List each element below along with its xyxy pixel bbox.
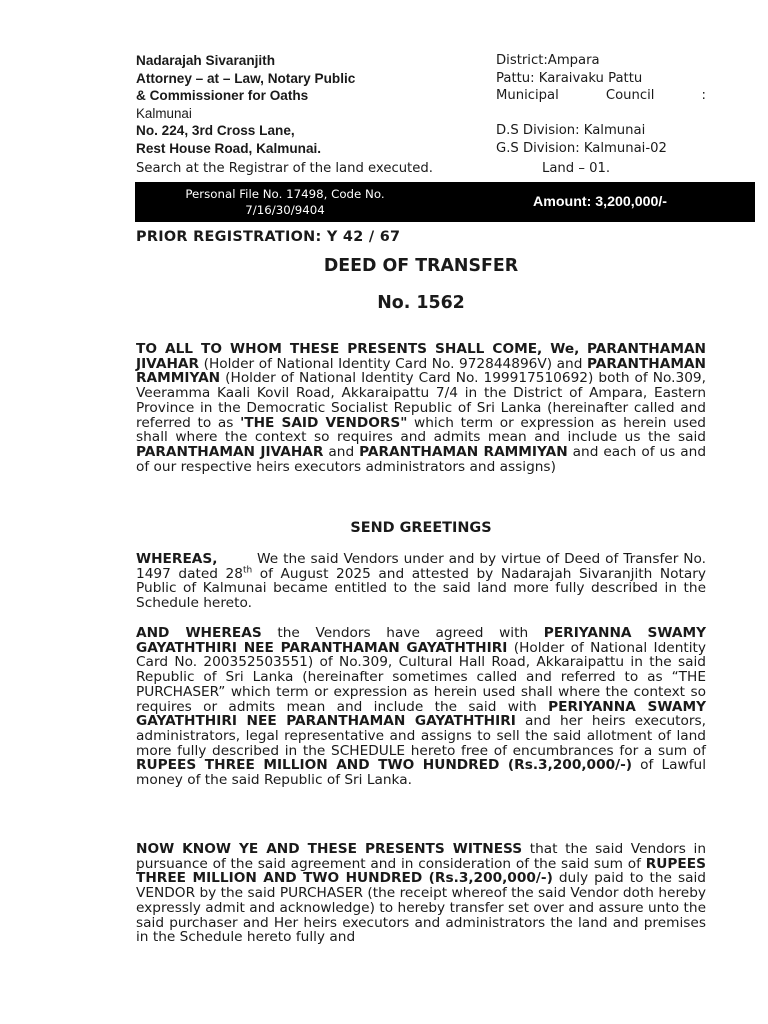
search-row [136,160,706,177]
p1-text-5: and each of us and of our respective heirs executors administrators and assigns) [136,443,707,475]
p3-text-4: of Lawful money of the said Republic of Sri Lanka. [136,757,706,789]
p1-text-2: (Holder of National Identity Card No. 199917510692) both of No.309, Veeramma Kaali Kovil Road, Akkaraipattu 7/4 in the District of Ampara, Eastern Province in the Democratic Socialist Republic of Sri Lanka (hereinafter called and referred to as [136,370,706,431]
p2-text-2: of August 2025 and attested by Nadarajah Sivaranjith Notary Public of Kalmunai became entitled to the said land more fully described in the Schedule hereto. [136,565,706,612]
sale-amount: RUPEES THREE MILLION AND TWO HUNDRED (Rs.3,200,000/-) [136,757,633,774]
send-greetings-heading: SEND GREETINGS [350,520,492,536]
witness-paragraph [136,842,706,945]
and-whereas-bold: AND WHEREAS [136,625,262,641]
deed-title: DEED OF TRANSFER [323,256,519,276]
notary-details [136,52,496,157]
prior-registration: PRIOR REGISTRATION: Y 42 / 67 [136,229,401,245]
notary-address-2: Rest House Road, Kalmunai. [136,140,322,156]
p1-text-4: and [323,443,360,460]
land-number: Land – 01. [542,161,611,176]
notary-town: Kalmunai [136,105,192,121]
whereas-paragraph [136,551,711,612]
council-colon: : [701,88,706,103]
document-header [136,52,706,177]
municipal-word: Municipal [496,88,559,103]
consideration-amount: RUPEES THREE MILLION AND TWO HUNDRED (Rs.3,200,000/-) [136,855,706,887]
whereas-bold: WHEREAS, [136,551,218,567]
p2-text-1: We the said Vendors under and by virtue of Deed of Transfer No. 1497 dated 28 [136,551,711,582]
notary-title: Attorney – at – Law, Notary Public [136,70,356,86]
and-whereas-paragraph [136,626,706,788]
parties-paragraph [136,342,706,474]
p3-text-1: the Vendors have agreed with [261,625,544,641]
header-columns [136,52,706,157]
personal-file-line-1: Personal File No. 17498, Code No. [185,187,385,201]
gs-division-label: G.S Division: Kalmunai-02 [496,140,667,156]
file-amount-bar [135,182,755,222]
p1-text-3: which term or expression as herein used shall where the context so requires and admits mean and include us the said [136,414,706,446]
pattu-label: Pattu: Karaivaku Pattu [496,70,643,86]
personal-file-info [135,186,435,218]
vendor-name-2: PARANTHAMAN RAMMIYAN [136,355,706,387]
p3-text-3: and her heirs executors, administrators, legal representative and assigns to sell the said allotment of land more fully described in the SCHEDULE hereto free of encumbrances for a sum of [136,713,706,759]
ds-division-label: D.S Division: Kalmunai [496,123,646,138]
personal-file-line-2: 7/16/30/9404 [245,203,325,217]
amount-label: Amount: 3,200,000/- [533,194,668,210]
purchaser-name: PERIYANNA SWAMY GAYATHTHIRI NEE PARANTHAMAN GAYATHTHIRI [136,625,707,656]
notary-address-1: No. 224, 3rd Cross Lane, [136,123,295,138]
land-location-details [496,52,706,157]
council-word: Council [605,88,655,103]
deed-number: No. 1562 [377,293,465,313]
p4-text-1: that the said Vendors in pursuance of the said agreement and in consideration of the said sum of [136,841,706,872]
p3-text-2: (Holder of National Identity Card No. 200352503551) of No.309, Cultural Hall Road, Akkaraipattu in the said Republic of Sri Lanka (hereinafter sometimes called and referred to as “THE PURCHASER” which term or expression as herein used shall where the context so requires or admits mean and include the said with [136,639,707,715]
notary-name: Nadarajah Sivaranjith [136,53,276,68]
said-vendors-term: 'THE SAID VENDORS" [240,414,408,431]
spacer-line [496,105,706,123]
vendor-name-2-repeat: PARANTHAMAN RAMMIYAN [359,443,568,460]
vendor-name-1-repeat: PARANTHAMAN JIVAHAR [136,443,324,460]
district-label: District:Ampara [496,53,600,68]
purchaser-name-repeat: PERIYANNA SWAMY GAYATHTHIRI NEE PARANTHAMAN GAYATHTHIRI [136,698,706,730]
intro-bold: TO ALL TO WHOM THESE PRESENTS SHALL COME, We, [136,341,580,357]
witness-bold: NOW KNOW YE AND THESE PRESENTS WITNESS [136,841,523,857]
search-note: Search at the Registrar of the land executed. [136,161,433,176]
ordinal-suffix: th [242,565,253,576]
notary-commissioner: & Commissioner for Oaths [136,88,309,103]
municipal-council-label [496,87,706,105]
p1-text-1: (Holder of National Identity Card No. 972844896V) and [199,355,587,372]
vendor-name-1: PARANTHAMAN JIVAHAR [136,341,706,372]
p4-text-2: duly paid to the said VENDOR by the said PURCHASER (the receipt whereof the said Vendor doth hereby expressly admit and acknowledge) to hereby transfer set over and assure unto the said purchaser and Her heirs executors and administrators the land and premises in the Schedule hereto fully and [136,870,706,946]
